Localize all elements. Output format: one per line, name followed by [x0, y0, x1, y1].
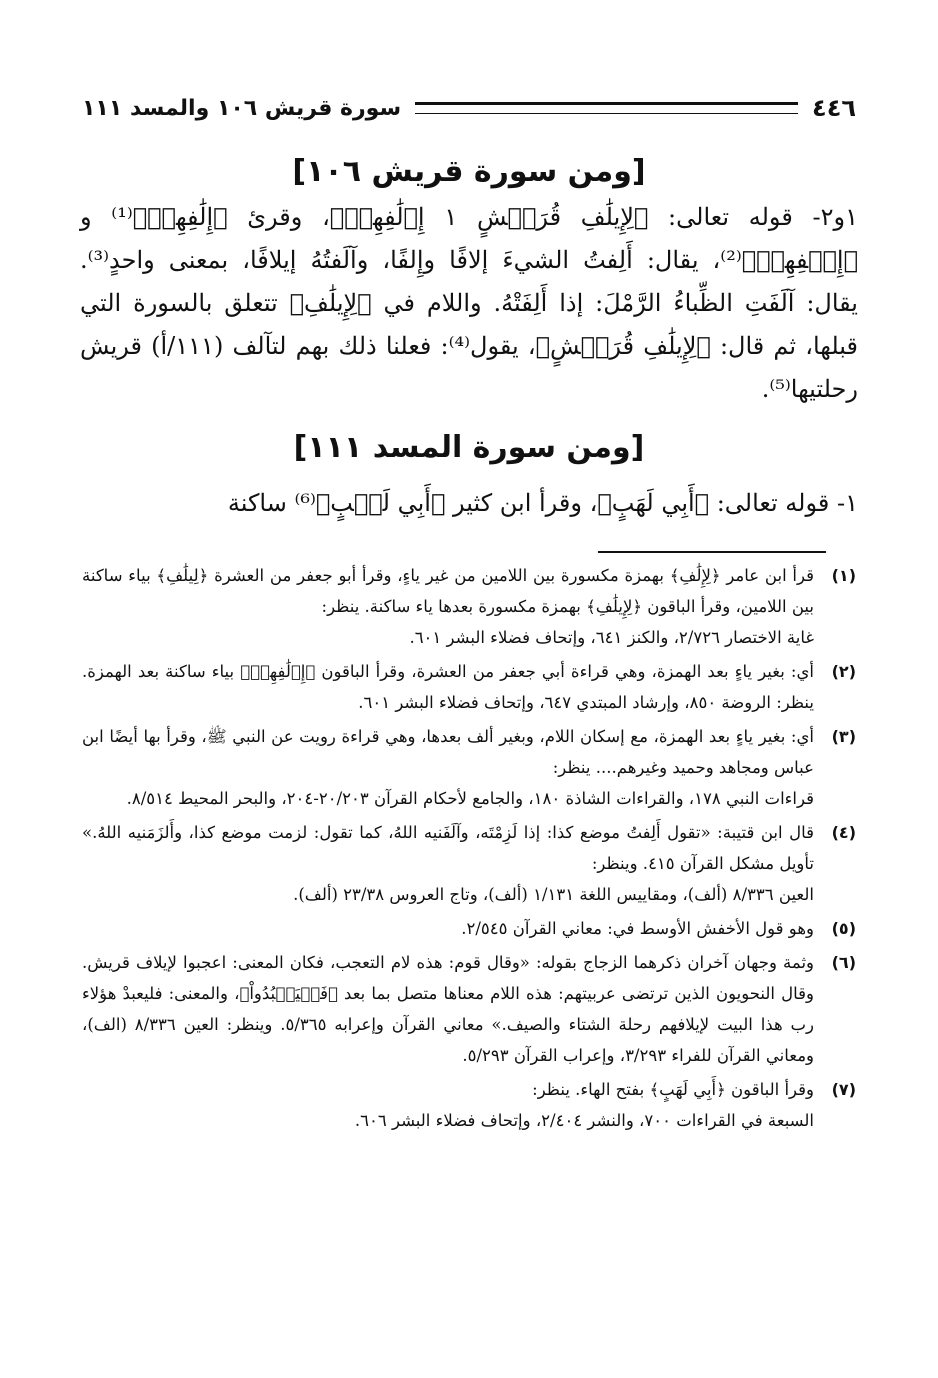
page-header — [82, 88, 856, 128]
footnote-number: (٦) — [831, 953, 856, 972]
footnote-text: أي: بغير ياءٍ بعد الهمزة، وهي قراءة أبي جعفر من العشرة، وقرأ الباقون ﴿إِۦلَٰفِهِمۡ﴾ بياء ساكنة بعد الهمزة. ينظر: الروضة ٨٥٠، وإرشاد المبتدي ٦٤٧، وإتحاف فضلاء البشر ٦٠١. — [82, 662, 814, 712]
section-heading-quraysh: [ومن سورة قريش ١٠٦] — [292, 154, 646, 189]
footnote-text: السبعة في القراءات ٧٠٠، والنشر ٢/٤٠٤، وإتحاف فضلاء البشر ٦٠٦. — [354, 1111, 814, 1130]
footnote-text: أي: بغير ياءٍ بعد الهمزة، مع إسكان اللام، وبغير ألف بعدها، وهي قراءة رويت عن النبي ﷺ، وقرأ بها أيضًا ابن عباس ومجاهد وحميد وغيرهم.... ينظر: — [82, 727, 814, 777]
footnote-text: وثمة وجهان آخران ذكرهما الزجاج بقوله: «وقال قوم: هذه لام التعجب، فكان المعنى: اعجبوا لإيلاف قريش. وقال النحويون الذين ترتضى عربيتهم: هذه اللام معناها متصل بما بعد ﴿فَلۡيَعۡبُدُواْ﴾، والمعنى: فليعبدْ هؤلاء رب هذا البيت لإيلافهم رحلة الشتاء والصيف.» معاني القرآن وإعرابه ٥/٣٦٥. وينظر: العين ٨/٣٣٦ (الف)، ومعاني القرآن للفراء ٣/٢٩٣، وإعراب القرآن ٥/٢٩٣. — [82, 953, 815, 1065]
footnote-text: غاية الاختصار ٢/٧٢٦، والكنز ٦٤١، وإتحاف فضلاء البشر ٦٠١. — [409, 628, 814, 647]
footnote-number: (٥) — [831, 919, 856, 938]
footnote-number: (٧) — [831, 1080, 856, 1099]
footnote-1 — [82, 560, 856, 653]
header-rule — [415, 102, 798, 114]
footnote-4 — [82, 817, 856, 910]
footnote-number: (٢) — [831, 662, 856, 681]
footnote-text: قرأ ابن عامر ﴿لِإِلَٰفِ﴾ بهمزة مكسورة بين اللامين من غير ياءٍ، وقرأ أبو جعفر من العشرة ﴿لِيلَٰفِ﴾ بياء ساكنة بين اللامين، وقرأ الباقون ﴿لِإِيلَٰفِ﴾ بهمزة مكسورة بعدها ياء ساكنة. ينظر: — [82, 566, 814, 616]
footnote-2 — [82, 656, 856, 718]
footnote-number: (٣) — [831, 727, 856, 746]
body-paragraph-masad: ١- قوله تعالى: ﴿أَبِي لَهَبٍ﴾، وقرأ ابن كثير ﴿أَبِي لَهۡبٍ﴾⁽⁶⁾ ساكنة — [227, 489, 858, 517]
footnote-7 — [82, 1074, 856, 1136]
footnote-text: وهو قول الأخفش الأوسط في: معاني القرآن ٢/٥٤٥. — [461, 919, 814, 938]
footnotes — [82, 560, 856, 1139]
footnote-3 — [82, 721, 856, 814]
section-heading-masad: [ومن سورة المسد ١١١] — [293, 430, 645, 465]
running-title: سورة قريش ١٠٦ والمسد ١١١ — [82, 95, 402, 121]
footnote-text: العين ٨/٣٣٦ (ألف)، ومقاييس اللغة ١/١٣١ (ألف)، وتاج العروس ٢٣/٣٨ (ألف). — [293, 885, 814, 904]
body-paragraph-quraysh: ١و٢- قوله تعالى: ﴿لِإِيلَٰفِ قُرَيۡشٍ ١ إِۦلَٰفِهِمۡ﴾، وقرئ ﴿إِلَٰفِهِمۡ﴾⁽¹⁾ و ﴿إِلۡفِهِمۡ﴾⁽²⁾، يقال: أَلِفتُ الشيءَ إلافًا وإِلفًا، وآلَفتُهُ إيلافًا، بمعنى واحدٍ⁽³⁾. يقال: آلَفَتِ الظِّباءُ الرَّمْلَ: إذا أَلِفَتْهُ. واللام في ﴿لِإِيلَٰفِ﴾ تتعلق بالسورة التي قبلها، ثم قال: ﴿لِإِيلَٰفِ قُرَيۡشٍ﴾، يقول⁽⁴⁾: فعلنا ذلك بهم لتآلف (١١١/أ) قريش رحلتيها⁽⁵⁾. — [80, 203, 859, 403]
footnote-6 — [82, 947, 856, 1071]
footnote-text: قال ابن قتيبة: «تقول أَلِفتُ موضع كذا: إذا لَزِمْتَه، وآلَفَنيه اللهُ، كما تقول: لزمت موضع كذا، وأَلزَمَنيه اللهُ.» تأويل مشكل القرآن ٤١٥. وينظر: — [82, 823, 814, 873]
footnote-number: (١) — [831, 566, 856, 585]
footnote-number: (٤) — [831, 823, 856, 842]
page-number: ٤٤٦ — [812, 94, 856, 122]
footnote-separator — [598, 551, 826, 553]
footnote-text: وقرأ الباقون ﴿أَبِي لَهَبٍ﴾ بفتح الهاء. ينظر: — [532, 1080, 814, 1099]
footnote-text: قراءات النبي ١٧٨، والقراءات الشاذة ١٨٠، والجامع لأحكام القرآن ٢٠/٢٠٣-٢٠٤، والبحر المحيط ٨/٥١٤. — [126, 789, 814, 808]
footnote-5 — [82, 913, 856, 944]
